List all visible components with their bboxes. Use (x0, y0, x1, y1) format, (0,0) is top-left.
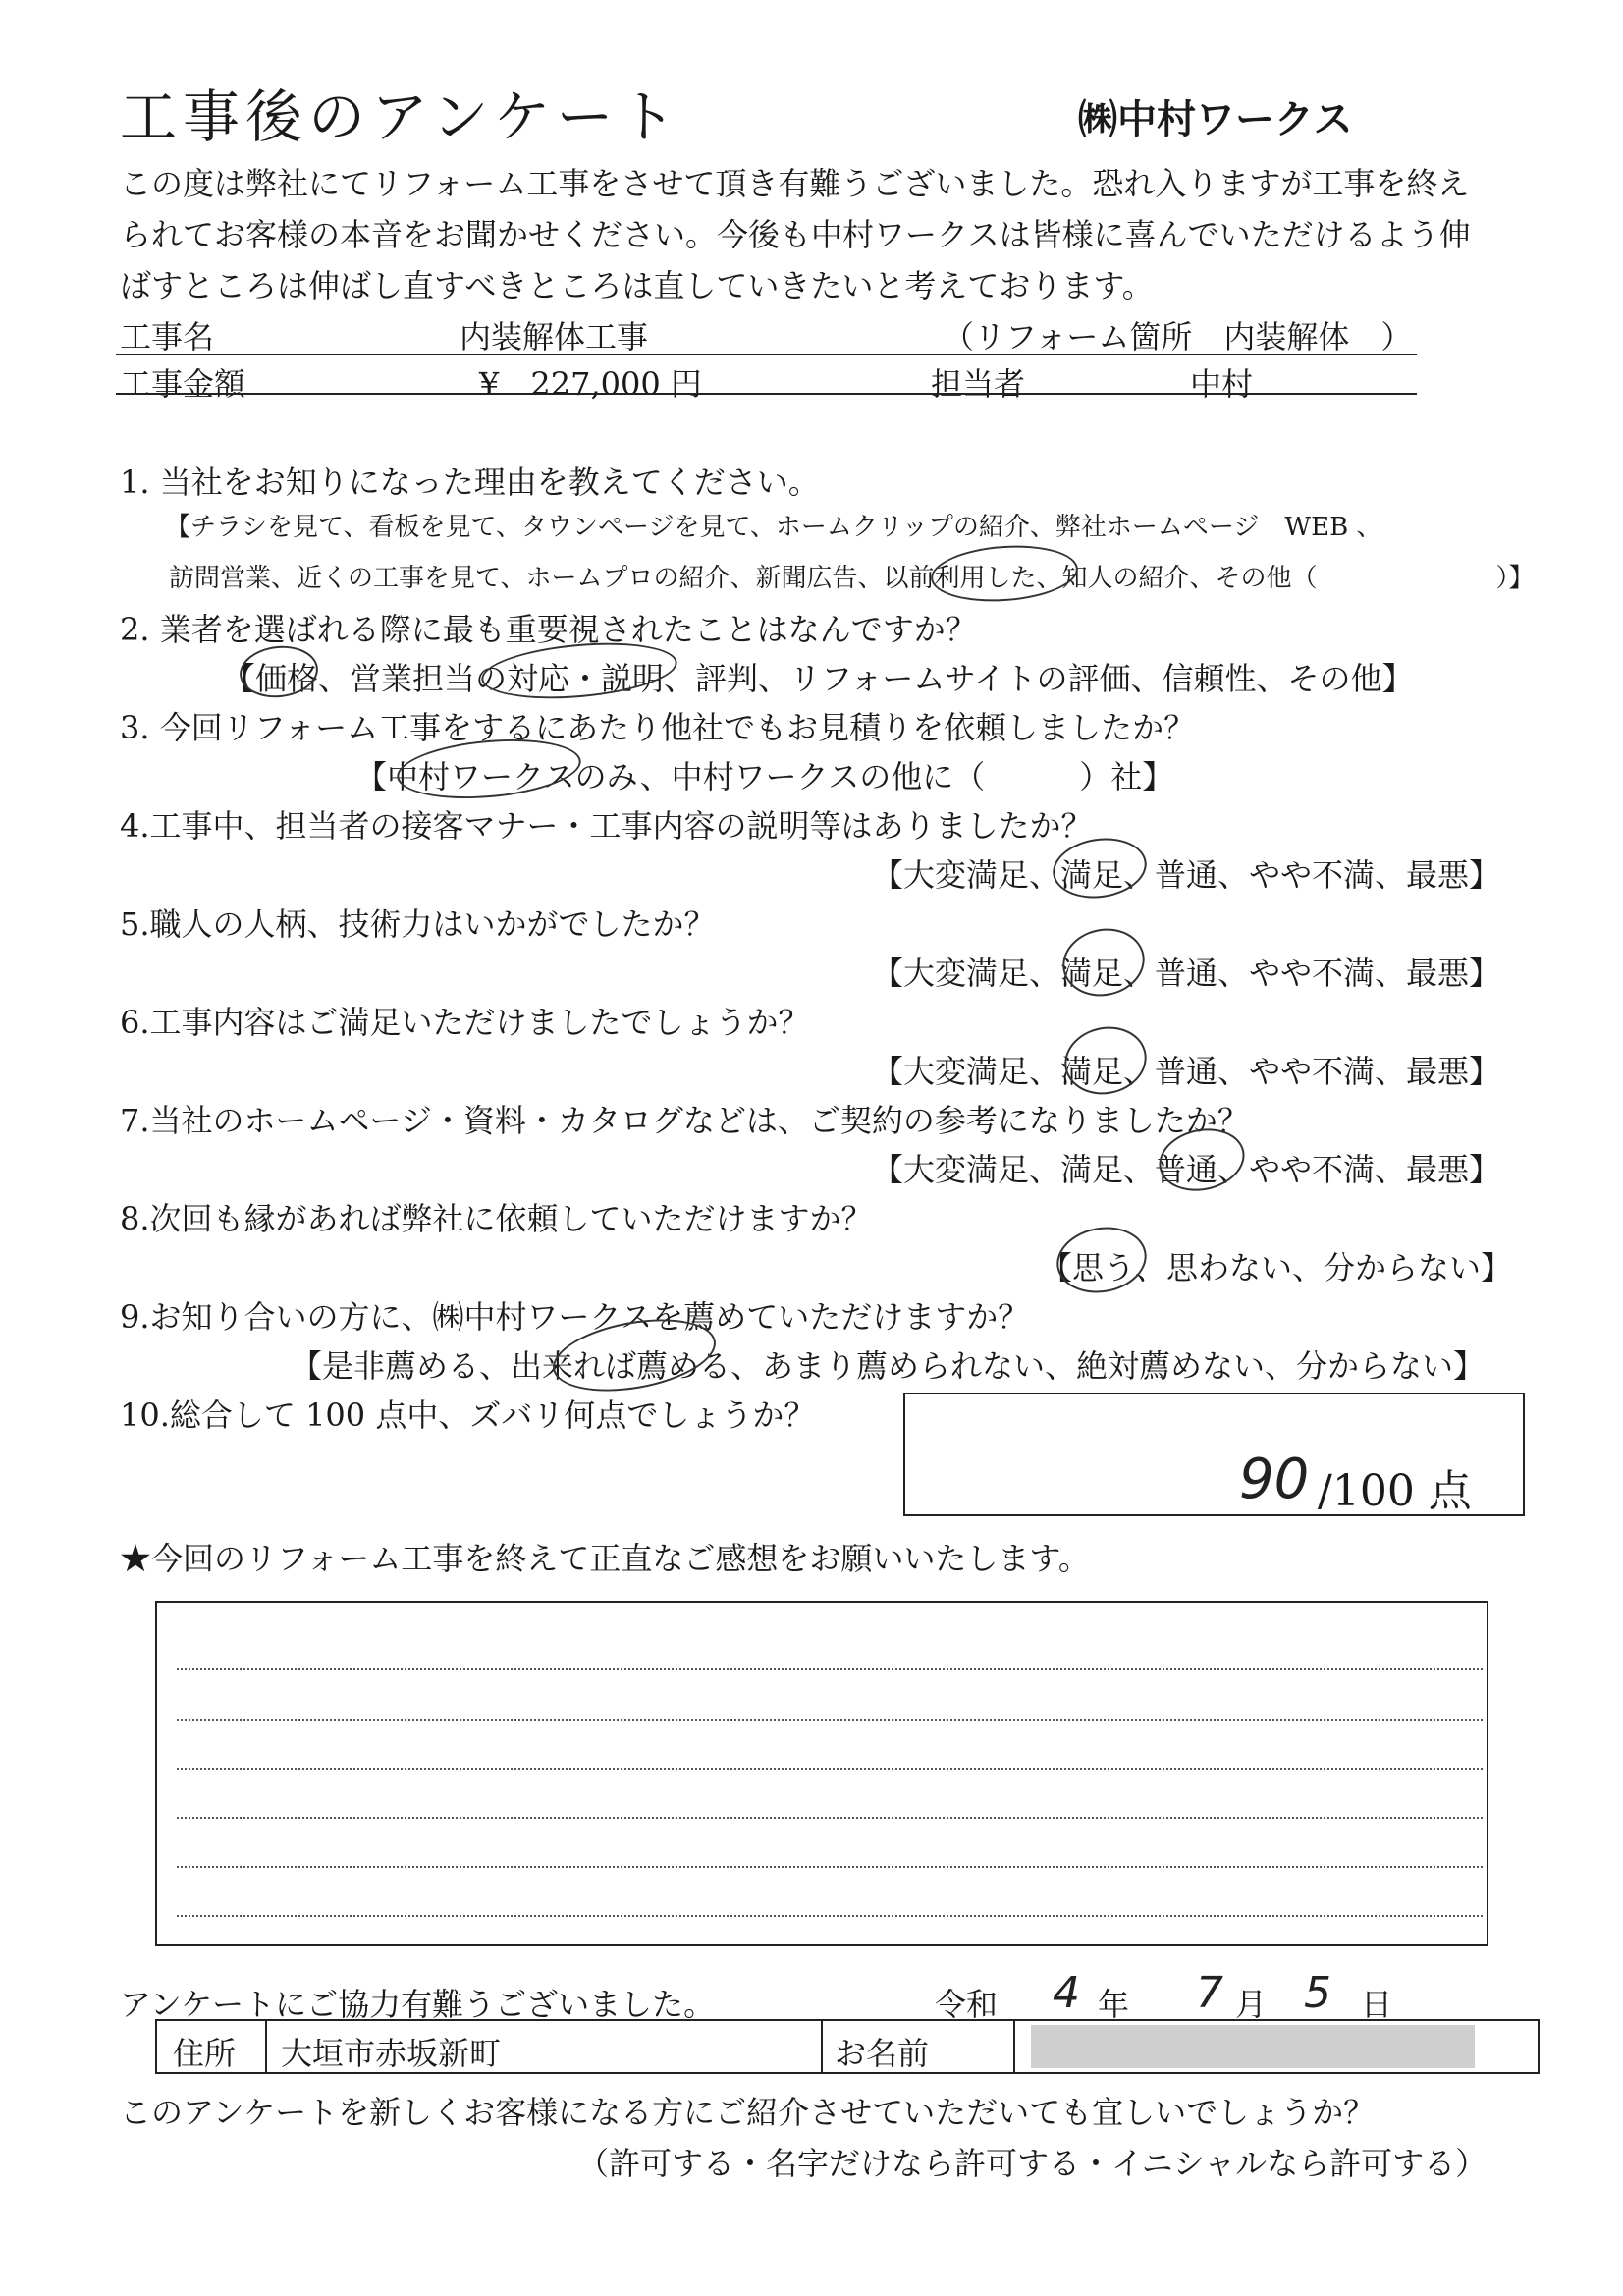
work-amount-value: ¥ 227,000 円 (479, 365, 702, 403)
table-divider (821, 2020, 823, 2073)
table-divider (1013, 2020, 1015, 2073)
impressions-line (177, 1915, 1483, 1917)
question-1-options-line-2: 訪問営業、近くの工事を見て、ホームプロの紹介、新聞広告、以前利用した、知人の紹介、その他（ ）】 (169, 564, 1535, 593)
question-4: 4.工事中、担当者の接客マナー・工事内容の説明等はありましたか？ (120, 807, 1093, 845)
date-month-unit: 月 (1235, 1986, 1268, 2023)
question-1-options-line-1: 【チラシを見て、看板を見て、タウンページを見て、ホームクリップの紹介、弊社ホームページ WEB 、 (165, 513, 1382, 542)
impressions-line (177, 1768, 1483, 1770)
table-divider (265, 2020, 267, 2073)
impressions-label: ★今回のリフォーム工事を終えて正直なご感想をお願いいたします。 (120, 1540, 1090, 1577)
intro-line-1: この度は弊社にてリフォーム工事をさせて頂き有難うございました。恐れ入りますが工事を終え (120, 165, 1470, 202)
question-1: 1. 当社をお知りになった理由を教えてください。 (120, 464, 820, 501)
question-5-options: 【大変満足、満足、普通、やや不満、最悪】 (872, 955, 1501, 992)
question-2-options: 【価格、営業担当の対応・説明、評判、リフォームサイトの評価、信頼性、その他】 (224, 660, 1414, 697)
question-9: 9.お知り合いの方に、㈱中村ワークスを薦めていただけますか？ (120, 1298, 1030, 1336)
question-7: 7.当社のホームページ・資料・カタログなどは、ご契約の参考になりましたか？ (120, 1102, 1249, 1139)
question-10: 10.総合して 100 点中、ズバリ何点でしょうか？ (120, 1396, 816, 1434)
info-row-1-line (116, 354, 1417, 355)
question-3: 3. 今回リフォーム工事をするにあたり他社でもお見積りを依頼しましたか？ (120, 709, 1196, 746)
permission-question: このアンケートを新しくお客様になる方にご紹介させていただいても宜しいでしょうか？ (120, 2094, 1376, 2131)
customer-name-label: お名前 (835, 2035, 930, 2072)
address-value: 大垣市赤坂新町 (281, 2035, 502, 2072)
info-row-2-line (116, 393, 1417, 395)
question-8-options: 【思う、思わない、分からない】 (1041, 1249, 1513, 1286)
permission-options: （許可する・名字だけなら許可する・イニシャルなら許可する） (577, 2145, 1488, 2182)
work-amount-label: 工事金額 (120, 365, 246, 403)
date-day-unit: 日 (1361, 1986, 1393, 2023)
company-name: ㈱中村ワークス (1078, 96, 1353, 142)
question-5: 5.職人の人柄、技術力はいかがでしたか？ (120, 905, 716, 943)
impressions-line (177, 1866, 1483, 1868)
address-label: 住所 (173, 2035, 237, 2072)
question-3-options: 【中村ワークスのみ、中村ワークスの他に（ ）社】 (355, 758, 1174, 795)
answer-circle-q1 (929, 541, 1080, 606)
date-era: 令和 (935, 1986, 999, 2023)
score-handwritten: 90 (1239, 1448, 1310, 1511)
date-month: 7 (1196, 1968, 1223, 2018)
work-name-value: 内装解体工事 (460, 318, 649, 355)
reform-location: （リフォーム箇所 内装解体 ） (943, 318, 1413, 355)
impressions-box (155, 1601, 1488, 1946)
staff-value: 中村 (1190, 365, 1254, 403)
date-year-unit: 年 (1098, 1986, 1130, 2023)
question-8: 8.次回も縁があれば弊社に依頼していただけますか？ (120, 1200, 873, 1237)
question-6-options: 【大変満足、満足、普通、やや不満、最悪】 (872, 1053, 1501, 1090)
staff-label: 担当者 (931, 365, 1026, 403)
impressions-line (177, 1817, 1483, 1819)
question-7-options: 【大変満足、満足、普通、やや不満、最悪】 (872, 1151, 1501, 1188)
impressions-line (177, 1719, 1483, 1721)
question-6: 6.工事内容はご満足いただけましたでしょうか？ (120, 1004, 810, 1041)
work-name-label: 工事名 (120, 318, 215, 355)
question-9-options: 【是非薦める、出来れば薦める、あまり薦められない、絶対薦めない、分からない】 (291, 1347, 1486, 1385)
intro-line-3: ばすところは伸ばし直すべきところは直していきたいと考えております。 (120, 267, 1154, 304)
date-day: 5 (1304, 1968, 1331, 2018)
customer-name-redacted (1031, 2025, 1475, 2068)
score-suffix: /100 点 (1318, 1466, 1472, 1516)
question-4-options: 【大変満足、満足、普通、やや不満、最悪】 (872, 856, 1501, 894)
impressions-line (177, 1668, 1483, 1670)
intro-line-2: られてお客様の本音をお聞かせください。今後も中村ワークスは皆様に喜んでいただけるよう伸 (120, 216, 1471, 253)
date-year: 4 (1053, 1968, 1080, 2018)
survey-title: 工事後のアンケート (120, 83, 682, 150)
question-2: 2. 業者を選ばれる際に最も重要視されたことはなんですか？ (120, 611, 977, 648)
thanks-message: アンケートにご協力有難うございました。 (120, 1986, 716, 2023)
